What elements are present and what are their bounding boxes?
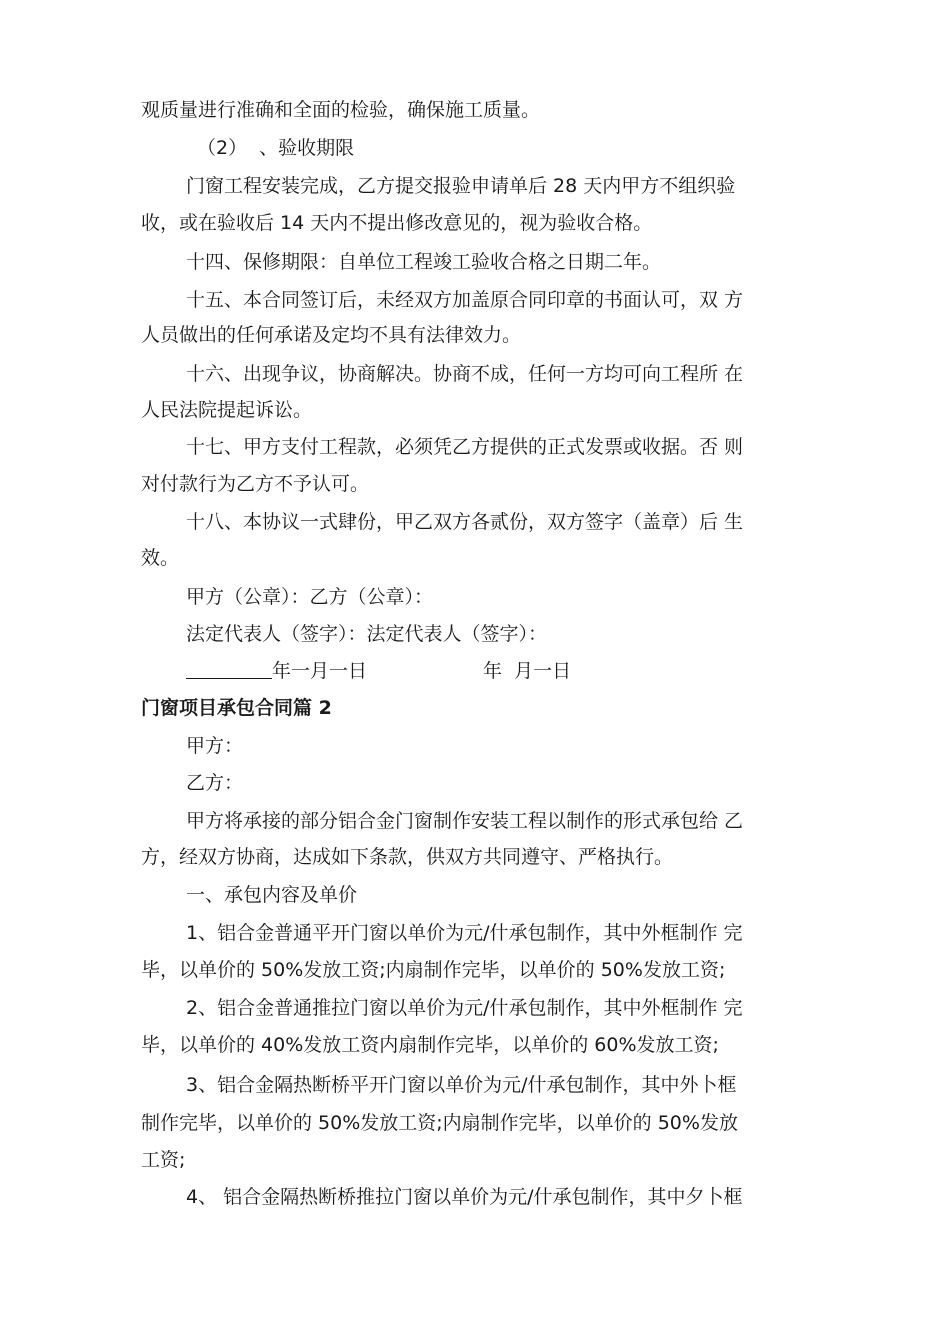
clause-17: 十七、甲方支付工程款，必须凭乙方提供的正式发票或收据。否 则 [186, 436, 744, 458]
party-seal-line: 甲方（公章）：乙方（公章）： [186, 586, 434, 608]
date-blank [186, 660, 272, 679]
clause-14: 十四、保修期限：自单位工程竣工验收合格之日期二年。 [186, 251, 662, 273]
paragraph-line: 毕，以单价的 40%发放工资内扇制作完毕，以单价的 60%发放工资; [141, 1034, 719, 1056]
paragraph-line: 人民法院提起诉讼。 [141, 399, 313, 421]
paragraph-line: 对付款行为乙方不予认可。 [141, 473, 370, 495]
paragraph-line: 观质量进行准确和全面的检验，确保施工质量。 [141, 99, 541, 121]
paragraph-line: 制作完毕，以单价的 50%发放工资;内扇制作完毕，以单价的 50%发放 [141, 1112, 738, 1134]
party-a-label: 甲方： [186, 735, 244, 757]
section-heading: 门窗项目承包合同篇 2 [141, 697, 332, 719]
paragraph-line: 收，或在验收后 14 天内不提出修改意见的，视为验收合格。 [141, 212, 653, 234]
paragraph-line: 毕，以单价的 50%发放工资;内扇制作完毕，以单价的 50%发放工资; [141, 959, 726, 981]
date-line [186, 659, 571, 683]
item-4: 4、 铝合金隔热断桥推拉门窗以单价为元/什承包制作，其中夕卜框 [186, 1186, 743, 1208]
clause-15: 十五、本合同签订后，未经双方加盖原合同印章的书面认可，双 方 [186, 289, 744, 311]
paragraph-line: 甲方将承接的部分铝合金门窗制作安装工程以制作的形式承包给 乙 [186, 810, 744, 832]
paragraph-line: 效。 [141, 547, 180, 569]
clause-18: 十八、本协议一式肆份，甲乙双方各贰份，双方签字（盖章）后 生 [186, 511, 744, 533]
clause-heading: 一、承包内容及单价 [186, 884, 358, 906]
paragraph-line: 工资; [141, 1149, 186, 1171]
item-2: 2、铝合金普通推拉门窗以单价为元/什承包制作，其中外框制作 完 [186, 997, 743, 1019]
item-1: 1、铝合金普通平开门窗以单价为元/什承包制作，其中外框制作 完 [186, 922, 743, 944]
party-b-label: 乙方： [186, 772, 244, 794]
item-3: 3、铝合金隔热断桥平开门窗以单价为元/什承包制作，其中外卜框 [186, 1074, 737, 1096]
paragraph-line: 门窗工程安装完成，乙方提交报验申请单后 28 天内甲方不组织验 [186, 175, 736, 197]
date-left: 年一月一日 [272, 660, 368, 682]
paragraph-line: 方，经双方协商，达成如下条款，供双方共同遵守、严格执行。 [141, 846, 674, 868]
date-right: 年 月一日 [483, 660, 572, 682]
representative-signature-line: 法定代表人（签字）：法定代表人（签字）： [186, 623, 548, 645]
clause-16: 十六、出现争议，协商解决。协商不成，任何一方均可向工程所 在 [186, 363, 744, 385]
paragraph-line: 人员做出的任何承诺及定均不具有法律效力。 [141, 324, 522, 346]
subsection-heading: （2） 、验收期限 [197, 137, 355, 159]
